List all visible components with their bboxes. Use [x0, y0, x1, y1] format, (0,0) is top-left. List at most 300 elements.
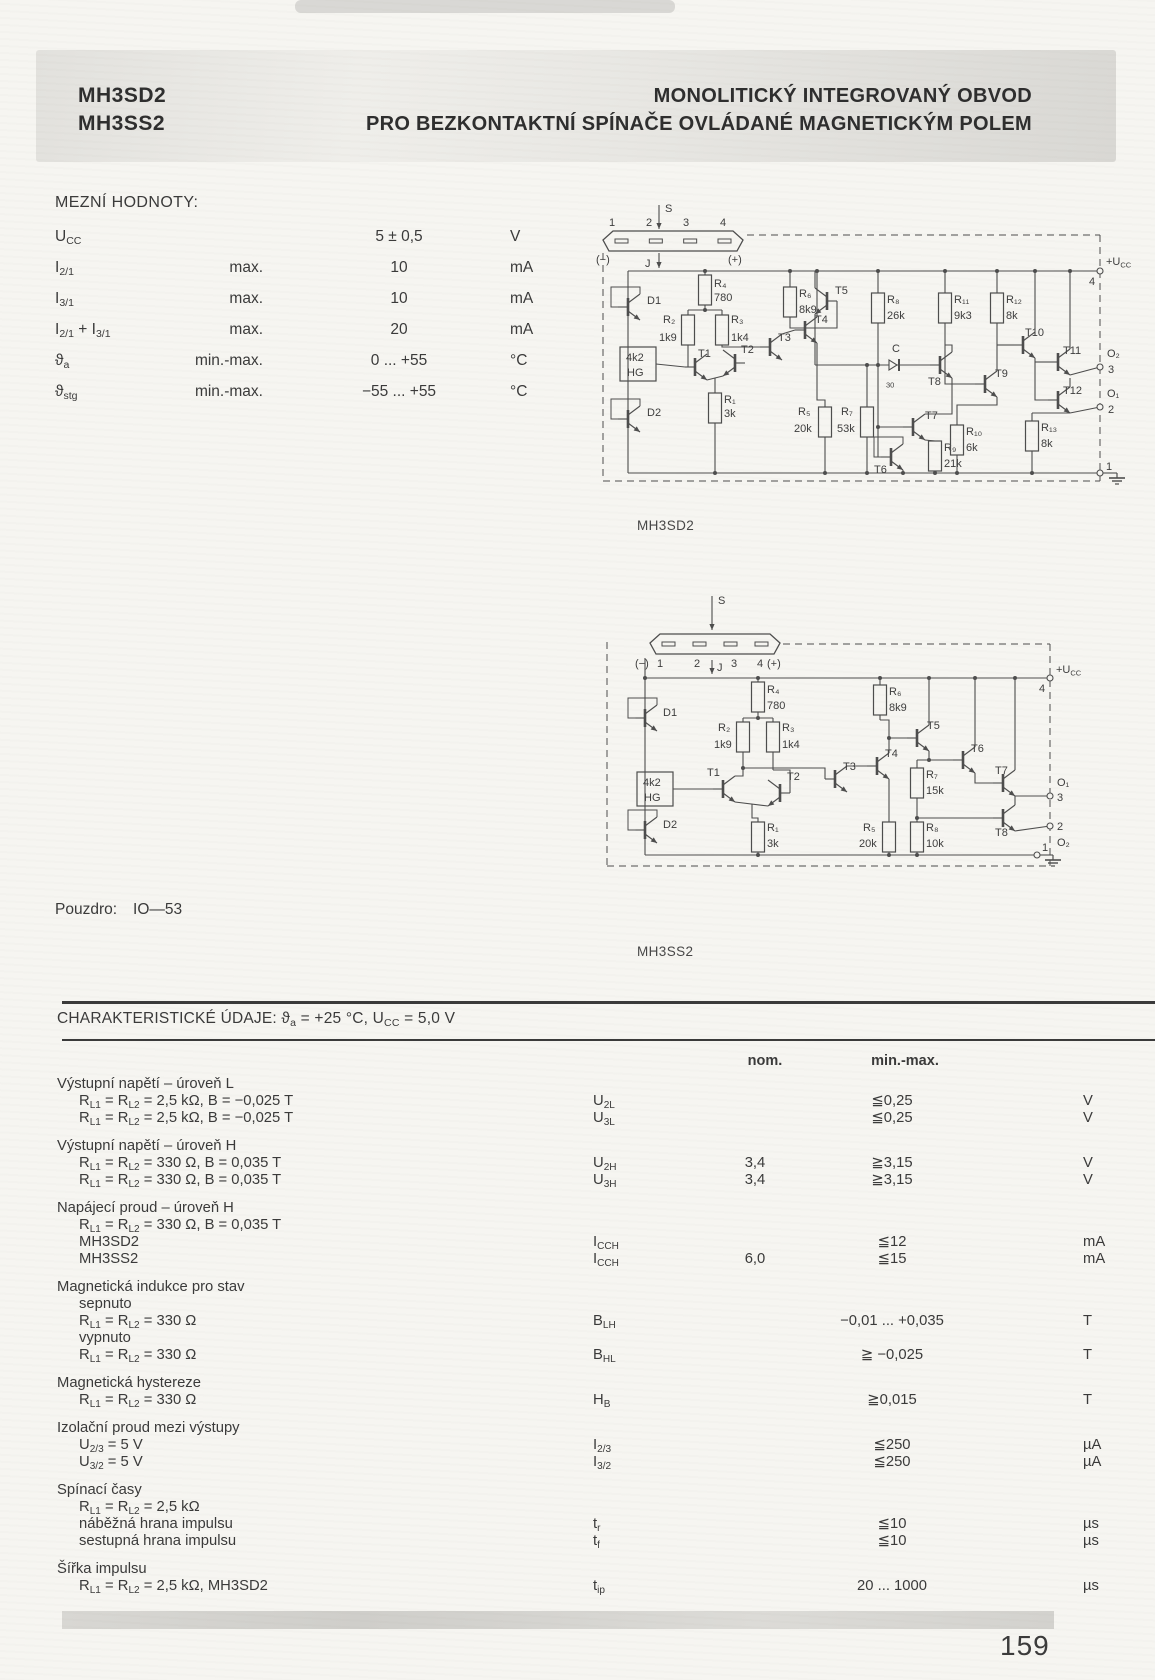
label — [698, 348, 711, 360]
svg-text:S: S — [665, 203, 673, 215]
svg-text:21k: 21k — [944, 458, 962, 470]
label — [782, 722, 794, 734]
junction-dot — [865, 471, 869, 475]
char-minmax-value: ≦15 — [877, 1251, 907, 1267]
label — [787, 771, 800, 783]
char-condition: sepnuto — [79, 1296, 132, 1312]
label — [626, 352, 644, 364]
limit-value: 0 ... +55 — [370, 352, 428, 369]
resistor-symbol — [819, 407, 832, 437]
label — [731, 658, 737, 670]
resistor-symbol — [767, 722, 780, 752]
char-symbol: $I_{CCH}$ — [593, 1234, 619, 1252]
svg-text:T6: T6 — [874, 464, 887, 476]
junction-dot — [756, 853, 760, 857]
svg-text:T5: T5 — [927, 720, 940, 732]
label — [995, 827, 1008, 839]
label — [782, 739, 800, 751]
label — [1056, 664, 1082, 678]
label — [926, 769, 938, 781]
label — [714, 739, 732, 751]
char-condition: sestupná hrana impulsu — [79, 1533, 237, 1549]
char-row — [55, 1578, 1130, 1595]
char-unit: µs — [1083, 1533, 1099, 1549]
char-group-heading — [55, 1482, 1130, 1499]
limit-value: 10 — [390, 259, 408, 276]
svg-text:2: 2 — [1057, 821, 1064, 833]
svg-text:R₁₀: R₁₀ — [966, 426, 983, 438]
svg-text:1: 1 — [657, 658, 664, 670]
label — [714, 292, 732, 304]
char-row — [55, 1437, 1130, 1454]
label — [1057, 792, 1063, 804]
label — [841, 406, 853, 418]
char-minmax-value: ≦0,25 — [871, 1093, 913, 1109]
wire — [817, 343, 825, 407]
svg-text:T3: T3 — [778, 332, 791, 344]
svg-text:(−): (−) — [596, 254, 610, 266]
svg-text:R₁₂: R₁₂ — [1006, 294, 1022, 306]
label — [926, 785, 944, 797]
terminal — [1097, 364, 1103, 370]
label — [1039, 683, 1045, 695]
arrow — [656, 253, 661, 268]
limit-mode: max. — [229, 290, 263, 307]
char-condition: $U_{3/2} = 5$ V — [79, 1454, 143, 1472]
label — [767, 684, 780, 696]
svg-text:T1: T1 — [698, 348, 711, 360]
svg-text:R₁: R₁ — [767, 822, 779, 834]
svg-text:HG: HG — [644, 792, 661, 804]
resistor-symbol — [784, 287, 797, 317]
char-group-heading — [55, 1375, 1130, 1392]
label — [1108, 364, 1114, 376]
transistor-symbol — [713, 776, 735, 802]
svg-text:1: 1 — [1106, 461, 1113, 473]
characteristics-table — [55, 1076, 1130, 1595]
svg-text:R₈: R₈ — [887, 294, 900, 306]
svg-text:R₂: R₂ — [718, 722, 731, 734]
svg-text:(+): (+) — [767, 658, 781, 670]
resistor-symbol — [737, 722, 750, 752]
char-group-heading — [55, 1200, 1130, 1217]
schematic-mh3ss2 — [595, 570, 1085, 880]
svg-text:26k: 26k — [887, 310, 905, 322]
label — [1108, 404, 1114, 416]
label — [647, 407, 661, 419]
char-minmax-value: ≧0,015 — [867, 1392, 917, 1408]
char-unit: T — [1083, 1313, 1093, 1329]
limit-unit: mA — [510, 321, 534, 338]
svg-text:R₂: R₂ — [663, 314, 676, 326]
label — [724, 394, 736, 406]
junction-dot — [815, 269, 819, 273]
svg-text:J: J — [717, 662, 723, 674]
char-group-heading — [55, 1420, 1130, 1437]
char-symbol: $B_{LH}$ — [593, 1313, 616, 1331]
junction-dot — [1030, 471, 1034, 475]
label — [995, 765, 1008, 777]
label — [1057, 777, 1070, 789]
transistor-symbol — [628, 810, 657, 843]
junction-dot — [933, 471, 937, 475]
limit-mode: min.-max. — [194, 383, 263, 400]
char-condition: vypnuto — [79, 1330, 131, 1346]
limit-row — [55, 352, 600, 383]
limit-value: −55 ... +55 — [361, 383, 437, 400]
char-condition: $R_{L1} = R_{L2} = 330$ Ω, B = 0,035 T — [79, 1217, 282, 1235]
svg-text:(+): (+) — [728, 254, 742, 266]
char-group-heading — [55, 1076, 1130, 1093]
terminal — [1097, 404, 1103, 410]
limit-mode: min.-max. — [194, 352, 263, 369]
terminal — [1097, 268, 1103, 274]
wire — [1070, 407, 1100, 413]
char-minmax-value: ≦10 — [877, 1533, 907, 1549]
label — [757, 658, 763, 670]
label — [731, 332, 749, 344]
label — [887, 310, 905, 322]
label — [718, 722, 730, 734]
char-row — [55, 1093, 1130, 1110]
char-row — [55, 1499, 1130, 1516]
svg-text:R₉: R₉ — [944, 442, 957, 454]
package-info — [55, 901, 182, 919]
char-minmax-value: ≦10 — [877, 1516, 907, 1532]
char-minmax-value: ≦12 — [877, 1234, 907, 1250]
svg-text:+UCC: $+U_{CC}$ — [1106, 256, 1132, 270]
label — [644, 792, 661, 804]
char-heading-text: Výstupní napětí – úroveň L — [57, 1076, 234, 1092]
limit-value: 20 — [390, 321, 408, 338]
limit-symbol: $ϑ_a$ — [55, 352, 70, 371]
svg-text:T7: T7 — [925, 410, 938, 422]
char-condition: $R_{L1} = R_{L2} = 2,5$ kΩ, B = −0,025 T — [79, 1093, 294, 1111]
junction-dot — [887, 736, 891, 740]
resistor-symbol — [874, 685, 887, 715]
package-value: IO—53 — [133, 901, 183, 918]
limit-mode: max. — [229, 321, 263, 338]
svg-text:T2: T2 — [741, 344, 754, 356]
junction-dot — [756, 716, 760, 720]
svg-text:10k: 10k — [926, 838, 944, 850]
char-row — [55, 1217, 1130, 1234]
junction-dot — [865, 363, 869, 367]
char-symbol: $t_r$ — [593, 1516, 601, 1534]
svg-text:3: 3 — [1108, 364, 1115, 376]
label — [663, 707, 677, 719]
limit-symbol: $I_{2/1}$ — [55, 259, 74, 278]
wire — [878, 365, 903, 427]
limit-value: 5 ± 0,5 — [375, 228, 423, 245]
svg-text:4: 4 — [757, 658, 764, 670]
resistor-symbol — [872, 293, 885, 323]
junction-dot — [1013, 676, 1017, 680]
svg-text:15k: 15k — [926, 785, 944, 797]
resistor-symbol — [752, 822, 765, 852]
label — [767, 822, 779, 834]
limit-row — [55, 290, 600, 321]
limit-row — [55, 383, 600, 414]
label — [1057, 837, 1070, 849]
transistor-symbol — [768, 780, 790, 806]
transistor-symbol — [628, 698, 657, 731]
label — [767, 838, 779, 850]
resistor-symbol — [911, 768, 924, 798]
svg-text:T6: T6 — [971, 743, 984, 755]
svg-text:780: 780 — [714, 292, 733, 304]
char-symbol: $I_{2/3}$ — [593, 1437, 612, 1455]
svg-text:HG: HG — [627, 367, 644, 379]
label — [646, 217, 652, 229]
label — [609, 217, 615, 229]
transistor-symbol — [815, 288, 837, 314]
char-row — [55, 1516, 1130, 1533]
transistor-symbol — [975, 371, 997, 397]
char-group-heading — [55, 1138, 1130, 1155]
svg-text:8k9: 8k9 — [799, 304, 817, 316]
label — [767, 700, 785, 712]
char-row — [55, 1533, 1130, 1550]
junction-dot — [973, 676, 977, 680]
svg-text:O₂: O₂ — [1057, 837, 1070, 849]
label — [1089, 276, 1095, 288]
label — [966, 426, 982, 438]
char-symbol: $U_{2H}$ — [593, 1155, 617, 1173]
limit-row — [55, 259, 600, 290]
resistor-symbol — [929, 441, 942, 471]
svg-text:9k3: 9k3 — [954, 310, 972, 322]
label — [954, 310, 972, 322]
label — [643, 777, 661, 789]
label — [928, 376, 941, 388]
svg-text:3: 3 — [1057, 792, 1064, 804]
label — [724, 408, 736, 420]
svg-text:8k: 8k — [1041, 438, 1053, 450]
svg-text:D2: D2 — [663, 819, 678, 831]
svg-text:1k4: 1k4 — [782, 739, 800, 751]
char-row — [55, 1110, 1130, 1127]
label — [799, 288, 811, 300]
resistor-symbol — [1026, 421, 1039, 451]
char-symbol: $H_B$ — [593, 1392, 611, 1410]
label — [627, 367, 644, 379]
svg-text:4: 4 — [720, 217, 727, 229]
svg-text:T4: T4 — [885, 748, 898, 760]
svg-text:C: C — [892, 343, 900, 355]
char-unit: µA — [1083, 1437, 1102, 1453]
capacitor-symbol — [889, 359, 899, 371]
transistor-symbol — [903, 414, 925, 440]
junction-dot — [823, 471, 827, 475]
svg-text:3k: 3k — [724, 408, 736, 420]
char-symbol: $I_{3/2}$ — [593, 1454, 612, 1472]
svg-text:53k: 53k — [837, 423, 855, 435]
scan-footer-bar — [62, 1611, 1054, 1629]
label — [1107, 388, 1120, 400]
junction-dot — [955, 471, 959, 475]
char-heading-text: Magnetická hystereze — [57, 1375, 201, 1391]
junction-dot — [927, 676, 931, 680]
svg-text:D2: D2 — [647, 407, 662, 419]
svg-text:T7: T7 — [995, 765, 1008, 777]
char-heading-text: Izolační proud mezi výstupy — [57, 1420, 240, 1436]
resistor-symbol — [709, 393, 722, 423]
junction-dot — [1033, 269, 1037, 273]
char-symbol: $U_{3L}$ — [593, 1110, 615, 1128]
label — [1006, 310, 1018, 322]
char-nom-value: 3,4 — [744, 1172, 766, 1188]
char-row — [55, 1454, 1130, 1471]
wire — [945, 345, 952, 352]
label — [837, 423, 855, 435]
label — [835, 285, 848, 297]
svg-text:3: 3 — [731, 658, 738, 670]
arrow — [709, 596, 714, 630]
char-heading-text: Magnetická indukce pro stav — [57, 1279, 245, 1295]
char-condition: $R_{L1} = R_{L2} = 330$ Ω — [79, 1347, 197, 1365]
char-minmax-value: ≦250 — [873, 1437, 911, 1453]
svg-text:T8: T8 — [928, 376, 941, 388]
junction-dot — [901, 471, 905, 475]
doc-title — [300, 82, 1032, 138]
char-unit: µA — [1083, 1454, 1102, 1470]
label — [859, 838, 877, 850]
char-condition: $R_{L1} = R_{L2} = 2,5$ kΩ, B = −0,025 T — [79, 1110, 294, 1128]
label — [944, 458, 962, 470]
arrow — [709, 660, 714, 674]
svg-text:J: J — [645, 258, 651, 270]
label — [665, 203, 672, 215]
ground-symbol — [1045, 855, 1061, 866]
label — [926, 838, 944, 850]
label — [635, 658, 649, 670]
schematic-caption-mh3sd2: MH3SD2 — [637, 518, 695, 533]
part-number-2: MH3SS2 — [78, 112, 166, 135]
label — [863, 822, 875, 834]
svg-text:8k9: 8k9 — [889, 702, 907, 714]
svg-text:R₅: R₅ — [798, 406, 811, 418]
char-condition: $U_{2/3} = 5$ V — [79, 1437, 143, 1455]
label — [966, 442, 978, 454]
label — [843, 761, 856, 773]
limit-symbol: $ϑ_{stg}$ — [55, 383, 78, 402]
char-group-heading — [55, 1561, 1130, 1578]
svg-text:4: 4 — [1089, 276, 1096, 288]
wire — [1015, 826, 1050, 831]
limit-value: 10 — [390, 290, 408, 307]
label — [1057, 821, 1063, 833]
svg-text:T10: T10 — [1025, 327, 1044, 339]
char-minmax-value: ≦0,25 — [871, 1110, 913, 1126]
label — [728, 254, 742, 266]
svg-text:T5: T5 — [835, 285, 848, 297]
svg-text:T12: T12 — [1063, 385, 1082, 397]
label — [1063, 385, 1082, 397]
char-heading-text: Šířka impulsu — [57, 1561, 147, 1577]
label — [874, 464, 887, 476]
limit-unit: °C — [510, 383, 528, 400]
char-symbol: $U_{3H}$ — [593, 1172, 617, 1190]
junction-dot — [927, 758, 931, 762]
svg-text:O₁: O₁ — [1107, 388, 1120, 400]
limit-symbol: $I_{2/1} + I_{3/1}$ — [55, 321, 111, 340]
wire — [656, 364, 685, 367]
char-unit: mA — [1083, 1251, 1106, 1267]
svg-text:1k4: 1k4 — [731, 332, 749, 344]
label — [889, 686, 901, 698]
label — [707, 767, 720, 779]
label — [926, 822, 939, 834]
char-unit: µs — [1083, 1516, 1099, 1532]
label — [887, 294, 900, 306]
char-heading-text: Výstupní napětí – úroveň H — [57, 1138, 237, 1154]
svg-text:R₆: R₆ — [799, 288, 812, 300]
junction-dot — [703, 308, 707, 312]
label — [798, 406, 810, 418]
junction-dot — [915, 853, 919, 857]
svg-text:T11: T11 — [1063, 345, 1082, 357]
svg-text:R₆: R₆ — [889, 686, 902, 698]
part-numbers — [78, 82, 166, 138]
svg-text:D1: D1 — [663, 707, 678, 719]
label — [886, 381, 894, 390]
limit-row — [55, 321, 600, 352]
label — [889, 702, 907, 714]
wire — [975, 773, 993, 783]
limits-title: MEZNÍ HODNOTY: — [55, 194, 199, 211]
svg-text:T1: T1 — [707, 767, 720, 779]
char-unit: T — [1083, 1392, 1093, 1408]
char-unit: V — [1083, 1172, 1093, 1188]
char-unit: mA — [1083, 1234, 1106, 1250]
svg-text:(−): (−) — [635, 658, 649, 670]
svg-text:R₇: R₇ — [926, 769, 938, 781]
char-minmax-value: ≦250 — [873, 1454, 911, 1470]
label — [647, 295, 661, 307]
char-group-heading — [55, 1279, 1130, 1296]
terminal — [1047, 793, 1053, 799]
svg-text:8k: 8k — [1006, 310, 1018, 322]
char-row — [55, 1392, 1130, 1409]
junction-dot — [1068, 269, 1072, 273]
char-unit: T — [1083, 1347, 1093, 1363]
svg-text:3: 3 — [683, 217, 690, 229]
svg-text:T2: T2 — [787, 771, 800, 783]
svg-text:1: 1 — [609, 217, 616, 229]
char-symbol: $U_{2L}$ — [593, 1093, 615, 1111]
label — [720, 217, 726, 229]
limit-symbol: $I_{3/1}$ — [55, 290, 74, 309]
svg-text:R₄: R₄ — [767, 684, 780, 696]
svg-text:3k: 3k — [767, 838, 779, 850]
label — [1006, 294, 1022, 306]
label — [657, 658, 663, 670]
label — [799, 304, 817, 316]
svg-text:1k9: 1k9 — [714, 739, 732, 751]
label — [925, 410, 938, 422]
label — [663, 819, 677, 831]
svg-text:30: 30 — [886, 380, 895, 390]
char-nom-value: 3,4 — [744, 1155, 766, 1171]
char-unit: V — [1083, 1093, 1093, 1109]
wire — [1035, 358, 1048, 400]
char-condition: MH3SS2 — [79, 1251, 139, 1267]
ground-symbol — [1109, 473, 1125, 484]
char-nom-value: 6,0 — [744, 1251, 766, 1267]
svg-text:T3: T3 — [843, 761, 856, 773]
resistor-symbol — [699, 275, 712, 305]
